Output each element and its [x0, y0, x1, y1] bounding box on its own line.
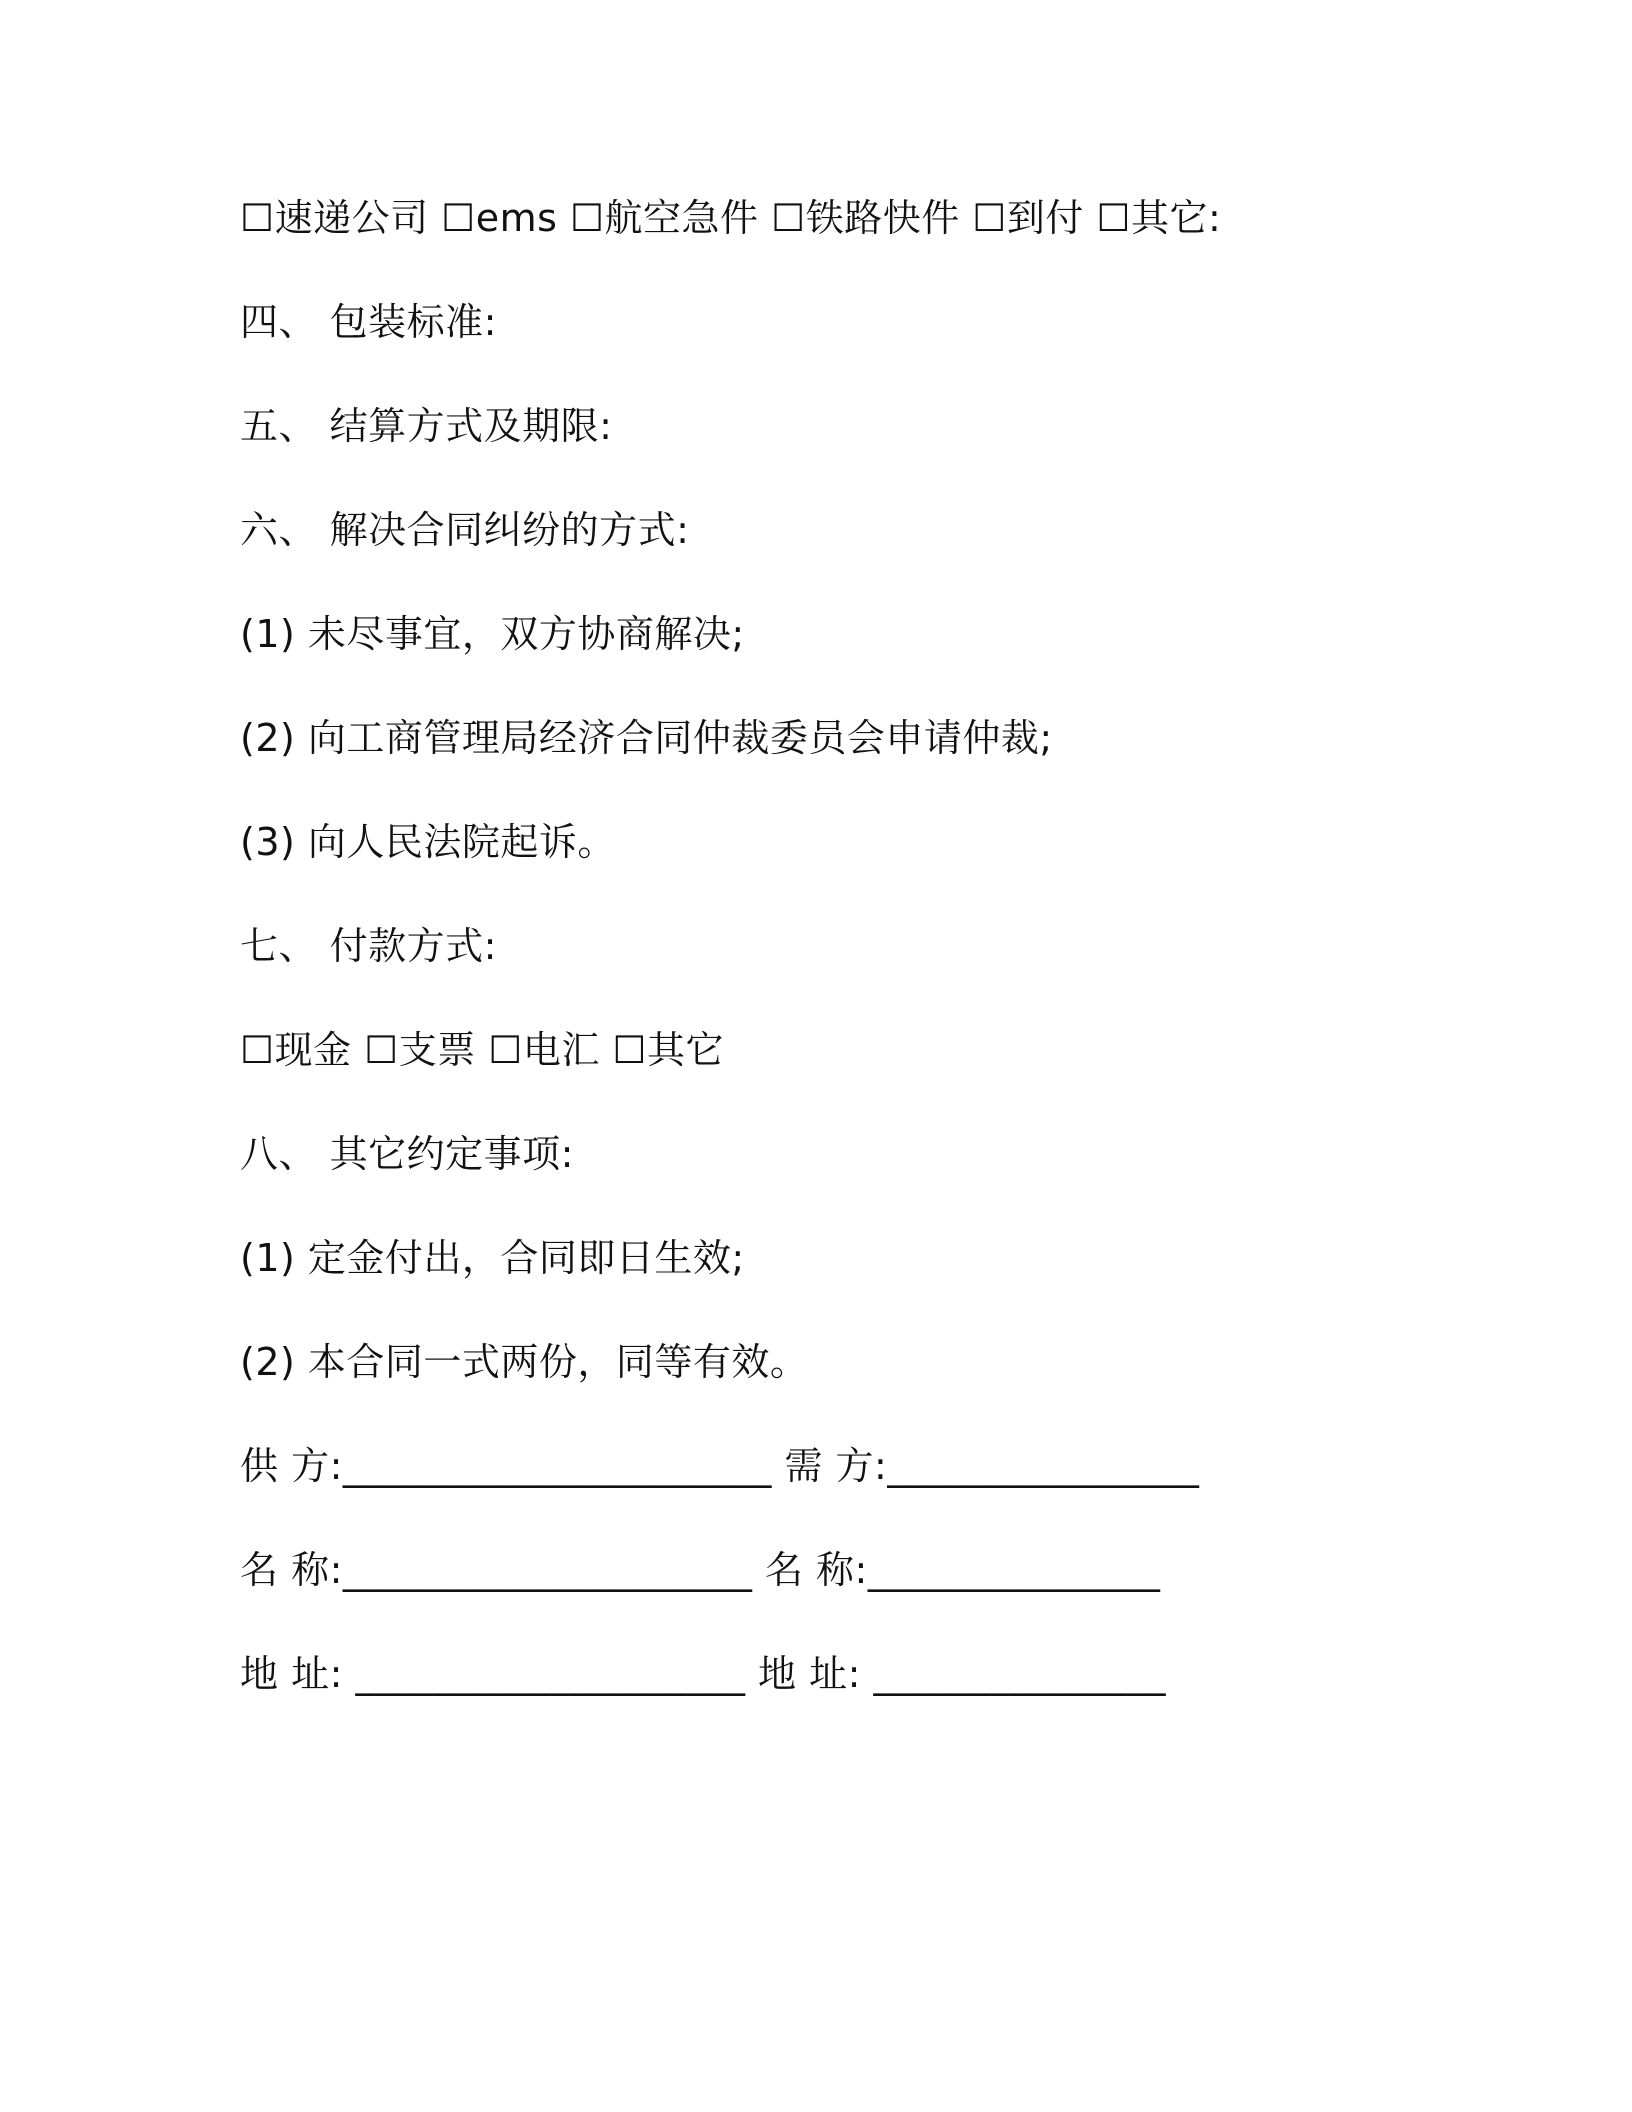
signature-name-line: 名 称:_____________________ 名 称:_______________ [240, 1548, 1161, 1592]
dispute-item-1: (1) 未尽事宜，双方协商解决; [240, 612, 745, 656]
section-other-terms: 八、 其它约定事项: [240, 1132, 574, 1176]
signature-party-line: 供 方:______________________ 需 方:________________ [240, 1444, 1200, 1488]
section-dispute-resolution: 六、 解决合同纠纷的方式: [240, 508, 690, 552]
other-terms-item-2: (2) 本合同一式两份，同等有效。 [240, 1340, 809, 1384]
shipping-method-options: ☐速递公司 ☐ems ☐航空急件 ☐铁路快件 ☐到付 ☐其它: [240, 196, 1222, 240]
dispute-item-3: (3) 向人民法院起诉。 [240, 820, 616, 864]
dispute-item-2: (2) 向工商管理局经济合同仲裁委员会申请仲裁; [240, 716, 1053, 760]
signature-address-line: 地 址: ____________________ 地 址: _______________ [240, 1652, 1167, 1696]
payment-method-options: ☐现金 ☐支票 ☐电汇 ☐其它 [240, 1028, 725, 1072]
section-payment-method: 七、 付款方式: [240, 924, 497, 968]
section-settlement-method: 五、 结算方式及期限: [240, 404, 613, 448]
other-terms-item-1: (1) 定金付出，合同即日生效; [240, 1236, 745, 1280]
section-packaging-standard: 四、 包装标准: [240, 300, 497, 344]
